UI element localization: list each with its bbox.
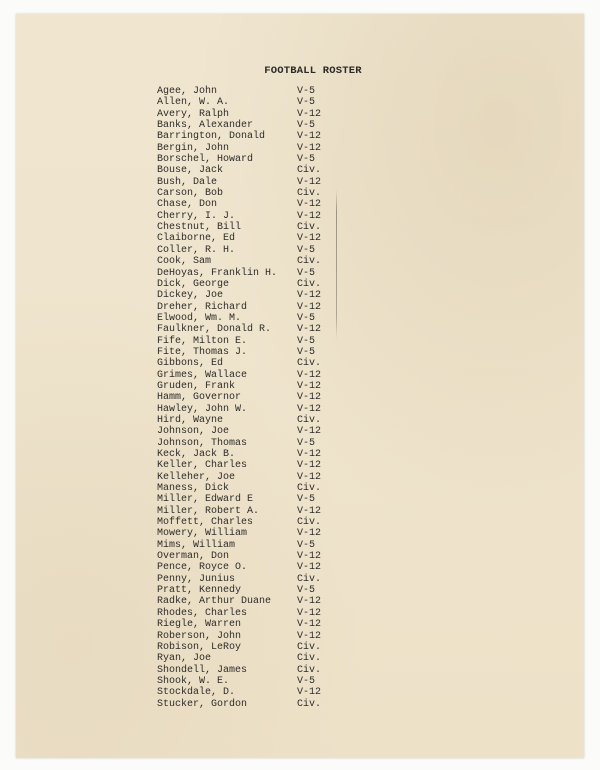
player-status: V-12 (297, 369, 322, 381)
player-status: V-5 (297, 86, 316, 97)
roster-row (157, 392, 457, 403)
player-name: Mims, William (157, 539, 236, 551)
player-name: Chase, Don (157, 199, 218, 211)
player-status: V-12 (297, 596, 322, 608)
player-status: Civ. (297, 414, 322, 426)
roster-row (157, 143, 457, 154)
player-status: V-5 (297, 97, 316, 109)
player-name: Dick, George (157, 278, 230, 290)
player-name: Shook, W. E. (157, 675, 230, 687)
roster-row (157, 154, 457, 165)
player-status: Civ. (297, 573, 322, 585)
player-status: V-5 (297, 539, 316, 551)
roster-row (157, 506, 457, 517)
roster-row (157, 165, 457, 176)
player-name: Kelleher, Joe (157, 471, 236, 483)
roster-row (157, 687, 457, 698)
roster-row (157, 381, 457, 392)
roster-row (157, 177, 457, 188)
roster-row (157, 211, 457, 222)
player-name: Stucker, Gordon (157, 698, 248, 710)
player-name: Radke, Arthur Duane (157, 596, 272, 608)
player-status: Civ. (297, 256, 322, 268)
player-name: Barrington, Donald (157, 131, 266, 143)
roster-row (157, 483, 457, 494)
player-status: V-12 (297, 619, 322, 631)
player-status: V-12 (297, 471, 322, 483)
roster-row (157, 86, 457, 97)
player-status: V-12 (297, 505, 322, 517)
player-status: Civ. (297, 653, 322, 665)
player-status: Civ. (297, 165, 322, 177)
player-name: Bush, Dale (157, 176, 218, 188)
player-name: Pratt, Kennedy (157, 585, 242, 597)
roster-row (157, 222, 457, 233)
roster-row (157, 585, 457, 596)
player-status: V-12 (297, 176, 322, 188)
player-name: Miller, Robert A. (157, 505, 260, 517)
player-name: Bouse, Jack (157, 165, 224, 177)
roster-row (157, 188, 457, 199)
player-status: V-12 (297, 528, 322, 540)
roster-row (157, 199, 457, 210)
player-name: Allen, W. A. (157, 97, 230, 109)
player-status: Civ. (297, 188, 322, 200)
player-name: Fife, Milton E. (157, 335, 248, 347)
player-status: V-5 (297, 675, 316, 687)
roster-row (157, 653, 457, 664)
roster-row (157, 97, 457, 108)
player-status: V-5 (297, 335, 316, 347)
roster-row (157, 438, 457, 449)
roster-row (157, 642, 457, 653)
roster-row (157, 460, 457, 471)
roster-row (157, 574, 457, 585)
player-name: DeHoyas, Franklin H. (157, 267, 278, 279)
player-name: Banks, Alexander (157, 120, 254, 132)
player-status: V-12 (297, 233, 322, 245)
player-status: V-12 (297, 210, 322, 222)
player-name: Hawley, John W. (157, 403, 248, 415)
player-status: V-5 (297, 585, 316, 597)
player-status: Civ. (297, 278, 322, 290)
player-status: Civ. (297, 664, 322, 676)
roster-row (157, 336, 457, 347)
roster-row (157, 302, 457, 313)
player-name: Rhodes, Charles (157, 607, 248, 619)
roster-row (157, 268, 457, 279)
player-status: V-12 (297, 403, 322, 415)
player-name: Bergin, John (157, 142, 230, 154)
player-name: Penny, Junius (157, 573, 236, 585)
player-name: Avery, Ralph (157, 108, 230, 120)
player-name: Miller, Edward E (157, 494, 254, 506)
player-status: V-5 (297, 154, 316, 166)
roster-row (157, 313, 457, 324)
player-status: Civ. (297, 483, 322, 495)
roster-row (157, 528, 457, 539)
player-name: Hird, Wayne (157, 414, 224, 426)
roster-row (157, 517, 457, 528)
player-status: V-12 (297, 551, 322, 563)
player-status: V-12 (297, 131, 322, 143)
roster-list (157, 86, 457, 710)
roster-row (157, 596, 457, 607)
player-status: V-12 (297, 290, 322, 302)
player-name: Hamm, Governor (157, 392, 242, 404)
player-name: Faulkner, Donald R. (157, 324, 272, 336)
player-name: Ryan, Joe (157, 653, 212, 665)
player-name: Shondell, James (157, 664, 248, 676)
roster-row (157, 233, 457, 244)
player-name: Cook, Sam (157, 256, 212, 268)
player-name: Roberson, John (157, 630, 242, 642)
player-status: V-12 (297, 426, 322, 438)
player-status: Civ. (297, 698, 322, 710)
player-status: V-5 (297, 312, 316, 324)
roster-row (157, 370, 457, 381)
player-status: V-12 (297, 301, 322, 313)
player-name: Pence, Royce O. (157, 562, 248, 574)
roster-row (157, 699, 457, 710)
player-name: Johnson, Joe (157, 426, 230, 438)
player-name: Robison, LeRoy (157, 641, 242, 653)
roster-row (157, 494, 457, 505)
player-name: Agee, John (157, 86, 218, 97)
player-status: V-12 (297, 142, 322, 154)
player-status: Civ. (297, 517, 322, 529)
player-name: Moffett, Charles (157, 517, 254, 529)
player-status: V-12 (297, 324, 322, 336)
roster-row (157, 279, 457, 290)
roster-row (157, 631, 457, 642)
roster-row (157, 619, 457, 630)
player-name: Riegle, Warren (157, 619, 242, 631)
player-name: Gruden, Frank (157, 380, 236, 392)
player-name: Elwood, Wm. M. (157, 312, 242, 324)
player-status: Civ. (297, 222, 322, 234)
player-status: V-5 (297, 120, 316, 132)
roster-row (157, 426, 457, 437)
roster-row (157, 665, 457, 676)
player-status: V-5 (297, 346, 316, 358)
player-name: Overman, Don (157, 551, 230, 563)
player-status: V-5 (297, 494, 316, 506)
roster-row (157, 551, 457, 562)
player-name: Johnson, Thomas (157, 437, 248, 449)
roster-row (157, 120, 457, 131)
player-status: V-12 (297, 687, 322, 699)
player-status: V-12 (297, 380, 322, 392)
player-name: Fite, Thomas J. (157, 346, 248, 358)
roster-row (157, 415, 457, 426)
roster-row (157, 472, 457, 483)
player-name: Chestnut, Bill (157, 222, 242, 234)
roster-row (157, 404, 457, 415)
player-status: V-12 (297, 449, 322, 460)
roster-row (157, 347, 457, 358)
player-name: Borschel, Howard (157, 154, 254, 166)
player-status: V-12 (297, 630, 322, 642)
roster-row (157, 245, 457, 256)
player-name: Mowery, William (157, 528, 248, 540)
roster-row (157, 256, 457, 267)
player-status: V-12 (297, 562, 322, 574)
player-name: Grimes, Wallace (157, 369, 248, 381)
player-status: V-12 (297, 607, 322, 619)
player-status: V-5 (297, 437, 316, 449)
roster-row (157, 562, 457, 573)
player-status: Civ. (297, 641, 322, 653)
player-name: Keck, Jack B. (157, 449, 236, 460)
player-name: Cherry, I. J. (157, 210, 236, 222)
roster-row (157, 358, 457, 369)
player-status: V-5 (297, 267, 316, 279)
player-name: Coller, R. H. (157, 244, 236, 256)
player-name: Maness, Dick (157, 483, 230, 495)
player-status: V-12 (297, 108, 322, 120)
player-status: V-12 (297, 199, 322, 211)
player-name: Dickey, Joe (157, 290, 224, 302)
roster-row (157, 540, 457, 551)
player-name: Gibbons, Ed (157, 358, 224, 370)
player-name: Stockdale, D. (157, 687, 236, 699)
player-name: Dreher, Richard (157, 301, 248, 313)
roster-row (157, 324, 457, 335)
player-status: V-12 (297, 392, 322, 404)
document-title: FOOTBALL ROSTER (264, 65, 362, 77)
paper-sheet (16, 14, 584, 758)
roster-row (157, 109, 457, 120)
roster-row (157, 449, 457, 460)
player-status: Civ. (297, 358, 322, 370)
roster-row (157, 676, 457, 687)
roster-row (157, 131, 457, 142)
player-name: Keller, Charles (157, 460, 248, 472)
player-status: V-12 (297, 460, 322, 472)
player-name: Carson, Bob (157, 188, 224, 200)
roster-row (157, 290, 457, 301)
roster-row (157, 608, 457, 619)
player-status: V-5 (297, 244, 316, 256)
player-name: Claiborne, Ed (157, 233, 236, 245)
